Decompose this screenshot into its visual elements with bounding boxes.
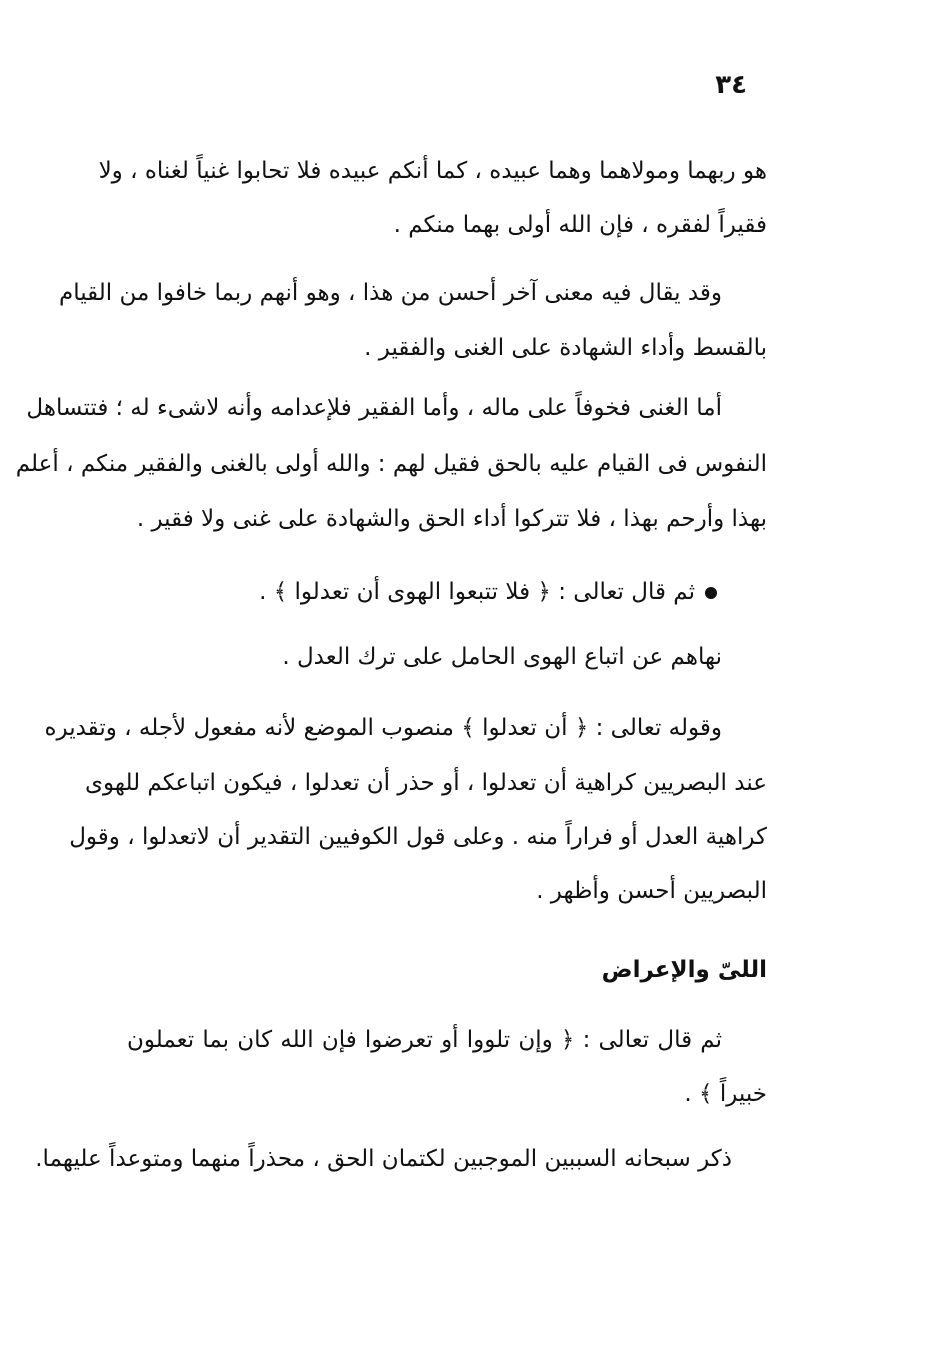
text-line: فقيراً لفقره ، فإن الله أولى بهما منكم . — [393, 212, 767, 238]
text-line: ذكر سبحانه السببين الموجبين لكتمان الحق ، محذراً منهما ومتوعداً عليهما. — [35, 1146, 732, 1172]
text-line: وقد يقال فيه معنى آخر أحسن من هذا ، وهو أنهم ربما خافوا من القيام — [58, 280, 722, 306]
text-line: بالقسط وأداء الشهادة على الغنى والفقير . — [364, 335, 767, 361]
text-line: خبيراً ﴾ . — [684, 1081, 767, 1107]
bullet-text: ثم قال تعالى : ﴿ فلا تتبعوا الهوى أن تعدلوا ﴾ . — [259, 579, 695, 605]
text-line: عند البصريين كراهية أن تعدلوا ، أو حذر أن تعدلوا ، فيكون اتباعكم للهوى — [84, 770, 767, 796]
page-number: ٣٤ — [715, 70, 747, 100]
text-line: بهذا وأرحم بهذا ، فلا تتركوا أداء الحق والشهادة على غنى ولا فقير . — [136, 506, 767, 532]
text-line: كراهية العدل أو فراراً منه . وعلى قول الكوفيين التقدير أن لاتعدلوا ، وقول — [69, 824, 767, 850]
text-line: أما الغنى فخوفاً على ماله ، وأما الفقير فلإعدامه وأنه لاشىء له ؛ فتتساهل — [26, 395, 722, 421]
bullet-line — [157, 581, 717, 604]
text-line: نهاهم عن اتباع الهوى الحامل على ترك العدل . — [282, 644, 722, 670]
bullet-icon — [705, 587, 717, 599]
text-line: البصريين أحسن وأظهر . — [536, 878, 767, 904]
text-line: ثم قال تعالى : ﴿ وإن تلووا أو تعرضوا فإن الله كان بما تعملون — [127, 1027, 722, 1053]
text-line: النفوس فى القيام عليه بالحق فقيل لهم : والله أولى بالغنى والفقير منكم ، أعلم — [15, 451, 767, 477]
text-line: هو ربهما ومولاهما وهما عبيده ، كما أنكم عبيده فلا تحابوا غنياً لغناه ، ولا — [98, 158, 767, 184]
section-heading: اللىّ والإعراض — [601, 957, 767, 983]
text-line: وقوله تعالى : ﴿ أن تعدلوا ﴾ منصوب الموضع لأنه مفعول لأجله ، وتقديره — [44, 715, 722, 741]
